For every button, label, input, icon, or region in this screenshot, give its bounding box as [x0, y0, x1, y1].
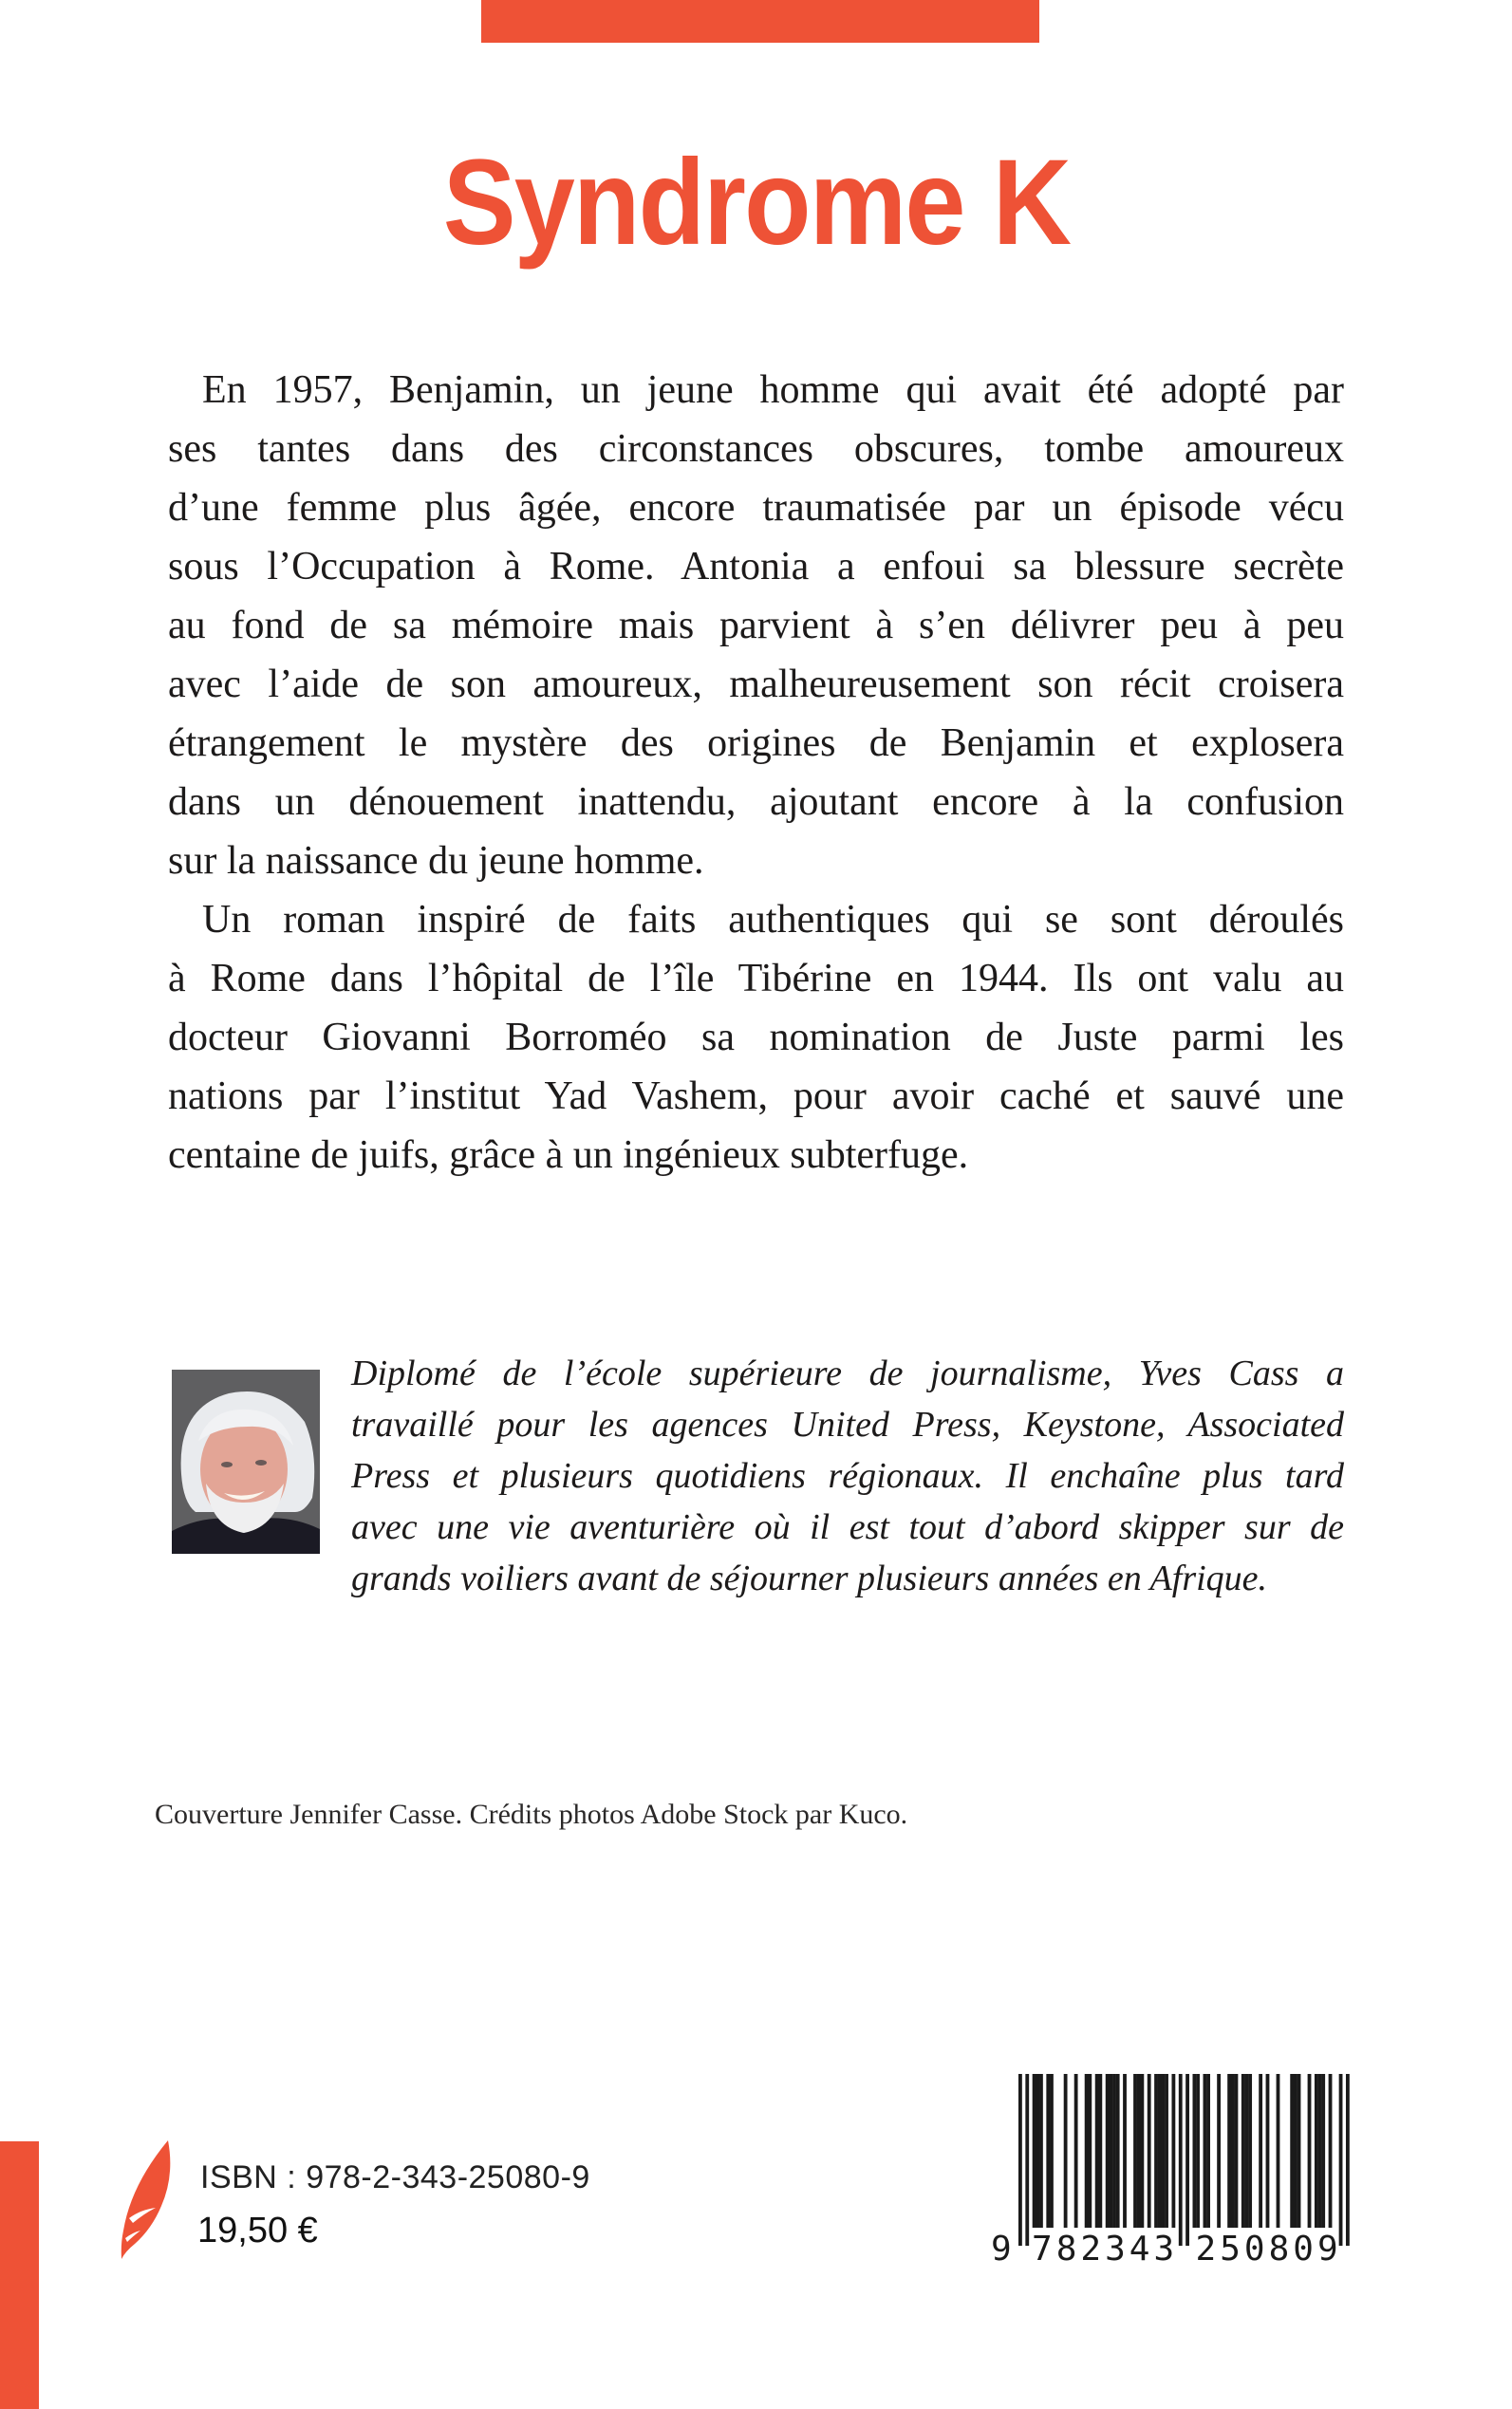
svg-text:9: 9: [1316, 2230, 1338, 2269]
feather-icon: [112, 2138, 175, 2261]
svg-text:0: 0: [1243, 2230, 1265, 2269]
svg-text:4: 4: [1129, 2230, 1150, 2269]
text-line: docteur Giovanni Borroméo sa nomination de Juste parmi les: [168, 1016, 1344, 1059]
author-photo: [172, 1370, 320, 1554]
svg-text:2: 2: [1080, 2230, 1102, 2269]
svg-text:9: 9: [991, 2230, 1012, 2269]
text-line: avec l’aide de son amoureux, malheureusement son récit croisera: [168, 663, 1344, 706]
price-label: 19,50 €: [197, 2211, 318, 2250]
text-line: à Rome dans l’hôpital de l’île Tibérine en 1944. Ils ont valu au: [168, 957, 1344, 1000]
synopsis-paragraph-2: [168, 890, 1344, 1185]
synopsis-paragraph-1: [168, 361, 1344, 890]
text-line: sous l’Occupation à Rome. Antonia a enfoui sa blessure secrète: [168, 545, 1344, 588]
text-line: centaine de juifs, grâce à un ingénieux subterfuge.: [168, 1133, 969, 1177]
text-line: étrangement le mystère des origines de Benjamin et explosera: [168, 721, 1344, 765]
svg-text:3: 3: [1105, 2230, 1126, 2269]
text-line: sur la naissance du jeune homme.: [168, 839, 704, 883]
svg-text:8: 8: [1055, 2230, 1077, 2269]
top-accent-bar: [481, 0, 1039, 43]
text-line: nations par l’institut Yad Vashem, pour avoir caché et sauvé une: [168, 1074, 1344, 1118]
bio-line: Press et plusieurs quotidiens régionaux. Il enchaîne plus tard: [351, 1456, 1344, 1496]
svg-text:7: 7: [1032, 2230, 1053, 2269]
text-line: au fond de sa mémoire mais parvient à s’en délivrer peu à peu: [168, 604, 1344, 647]
svg-text:0: 0: [1293, 2230, 1314, 2269]
svg-text:2: 2: [1195, 2230, 1217, 2269]
barcode: [987, 2074, 1357, 2269]
synopsis: [168, 361, 1344, 1185]
book-title: [0, 135, 1512, 271]
author-bio: [351, 1348, 1344, 1604]
text-line: d’une femme plus âgée, encore traumatisée par un épisode vécu: [168, 486, 1344, 530]
isbn-label: ISBN : 978-2-343-25080-9: [200, 2159, 590, 2195]
svg-text:8: 8: [1268, 2230, 1290, 2269]
svg-text:5: 5: [1220, 2230, 1241, 2269]
cover-credits: Couverture Jennifer Casse. Crédits photos Adobe Stock par Kuco.: [155, 1799, 908, 1830]
book-title-text: Syndrome K: [442, 135, 1070, 271]
text-line: Un roman inspiré de faits authentiques qui se sont déroulés: [202, 898, 1344, 942]
bio-line: grands voiliers avant de séjourner plusieurs années en Afrique.: [351, 1559, 1268, 1598]
bio-line: travaillé pour les agences United Press, Keystone, Associated: [351, 1405, 1344, 1445]
text-line: En 1957, Benjamin, un jeune homme qui avait été adopté par: [202, 368, 1344, 412]
svg-text:3: 3: [1153, 2230, 1175, 2269]
side-accent-bar: [0, 2141, 39, 2409]
bio-line: avec une vie aventurière où il est tout d’abord skipper sur de: [351, 1507, 1344, 1547]
text-line: dans un dénouement inattendu, ajoutant encore à la confusion: [168, 780, 1344, 824]
bio-line: Diplomé de l’école supérieure de journalisme, Yves Cass a: [351, 1354, 1344, 1393]
text-line: ses tantes dans des circonstances obscures, tombe amoureux: [168, 427, 1344, 471]
